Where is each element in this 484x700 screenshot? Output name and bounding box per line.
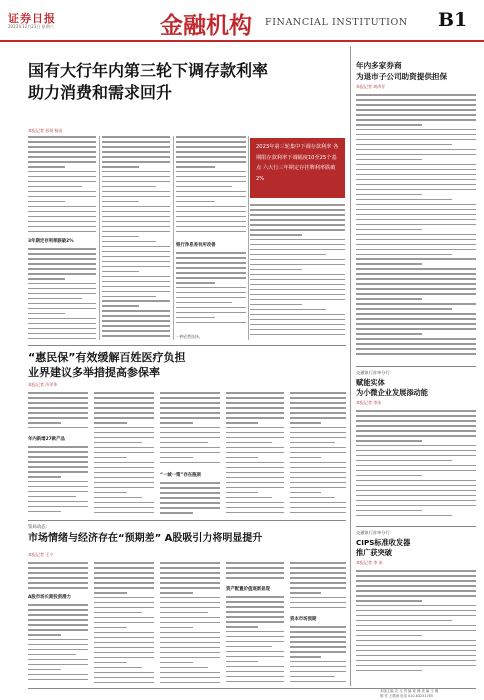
footer-credits	[380, 689, 438, 699]
story2-col-3b-text	[160, 482, 220, 516]
masthead	[0, 0, 484, 44]
right-top-headline	[356, 60, 476, 82]
story2-col-1-text	[28, 392, 88, 432]
column-divider	[99, 136, 100, 340]
callout-text: 2023年第三轮集中下调存款利率 各期限存款利率下调幅度10至25个基点 六大行三年期定存挂牌利率跌破2%	[256, 144, 339, 182]
lead-headline-line2: 助力消费和需求回升	[28, 83, 173, 102]
section-title-cn: 金融机构	[160, 12, 252, 39]
story3-col-4-text	[226, 562, 284, 582]
story3-col-1b-text	[28, 604, 88, 686]
story2-col-3-text	[160, 392, 220, 468]
story2-headline-line2: 业界建议多举措提高参保率	[28, 366, 160, 379]
lead-col-4-text	[250, 204, 345, 340]
story3-subhead-3: 资本市场预期	[290, 617, 317, 622]
date-line: 2023年12月23日 星期六	[8, 24, 54, 29]
right-top-byline: 本报记者 周尚伃	[356, 84, 386, 89]
section-rule	[28, 520, 346, 521]
right-story3-kicker: 交通银行首单分行:	[356, 530, 391, 535]
story2-subhead-1: 年内新增27款产品	[28, 437, 65, 442]
right-top-text	[356, 94, 476, 362]
lead-byline: 本报记者 彭妍 杨洁	[28, 128, 63, 133]
right-story2-headline-line1: 赋能实体	[356, 378, 385, 387]
lead-headline-line1: 国有大行年内第三轮下调存款利率	[28, 61, 269, 80]
story2-headline-line1: “惠民保”有效缓解百姓医疗负担	[28, 351, 186, 364]
story2-headline	[28, 350, 348, 380]
callout-box	[250, 138, 345, 198]
column-divider	[173, 136, 174, 340]
story3-headline: 市场情绪与经济存在“预期差” A股吸引力将明显提升	[28, 533, 263, 544]
lead-subhead-2: 银行净息差有所改善	[176, 243, 216, 248]
masthead-rule	[0, 40, 484, 42]
story3-col-1-text	[28, 562, 88, 590]
column-divider	[350, 46, 351, 686]
story2-col-2-text	[94, 392, 154, 516]
right-story3-headline-line2: 推广获突破	[356, 548, 392, 557]
lead-col-3-text	[176, 136, 246, 236]
story3-col-5-text	[290, 562, 346, 612]
paper-logo: 证券日报	[8, 12, 56, 25]
lead-headline	[28, 60, 348, 104]
page-number: B1	[438, 9, 468, 31]
right-story2-byline: 本报记者 李冰	[356, 400, 382, 405]
story2-subhead-2: “一城一策”存在瓶颈	[160, 473, 201, 478]
footer-line-2: 制 作 王敬涛 电话 010-83251785	[380, 693, 433, 698]
right-top-headline-line2: 为退市子公司助资提供担保	[356, 72, 448, 81]
right-story3-headline-line1: CIPS标准收发器	[356, 538, 411, 547]
story3-subhead-2: 资产配置价值逐渐显现	[226, 587, 270, 592]
right-story3-byline: 本报记者 李 冰	[356, 560, 383, 565]
right-story2-headline-line2: 为小微企业发展添动能	[356, 388, 428, 397]
story3-byline: 本报记者 王宁	[28, 552, 54, 557]
story3-col-2-text	[94, 562, 154, 686]
right-story3-headline	[356, 538, 478, 558]
story3-col-3-text	[160, 562, 220, 686]
story3-col-4b-text	[226, 596, 284, 686]
right-top-headline-line1: 年内多家券商	[356, 61, 402, 70]
section-rule	[356, 366, 476, 367]
lead-col-1-text	[28, 136, 96, 232]
right-story2-kicker: 交通银行首单分行:	[356, 370, 391, 375]
lead-col-1b-text	[28, 248, 96, 340]
lead-col-2-text	[102, 136, 170, 340]
story2-col-5-text	[290, 392, 346, 516]
right-story3-text	[356, 570, 476, 674]
footer-line-1: 本版主编 袁 元 责 编 姜 楠 美 编 王 琳	[380, 689, 439, 693]
story2-col-1b-text	[28, 446, 88, 516]
section-rule	[356, 526, 476, 527]
lead-subhead-1: 3年期定存利率跌破2%	[28, 239, 74, 244]
story3-kicker: 鉴局动态:	[28, 525, 48, 530]
column-divider	[248, 136, 249, 340]
right-story2-headline	[356, 378, 478, 398]
story2-byline: 本报记者 冷翠华	[28, 382, 58, 387]
story3-col-5b-text	[290, 626, 346, 686]
story2-col-4-text	[226, 392, 284, 516]
story3-subhead-1: A股市场长期投资潜力	[28, 595, 71, 600]
section-rule	[28, 345, 346, 346]
lead-sub-ending: 一种必然选择。	[176, 334, 203, 339]
section-title-en: FINANCIAL INSTITUTION	[265, 17, 408, 28]
lead-col-3b-text	[176, 252, 246, 328]
right-story2-text	[356, 410, 476, 522]
